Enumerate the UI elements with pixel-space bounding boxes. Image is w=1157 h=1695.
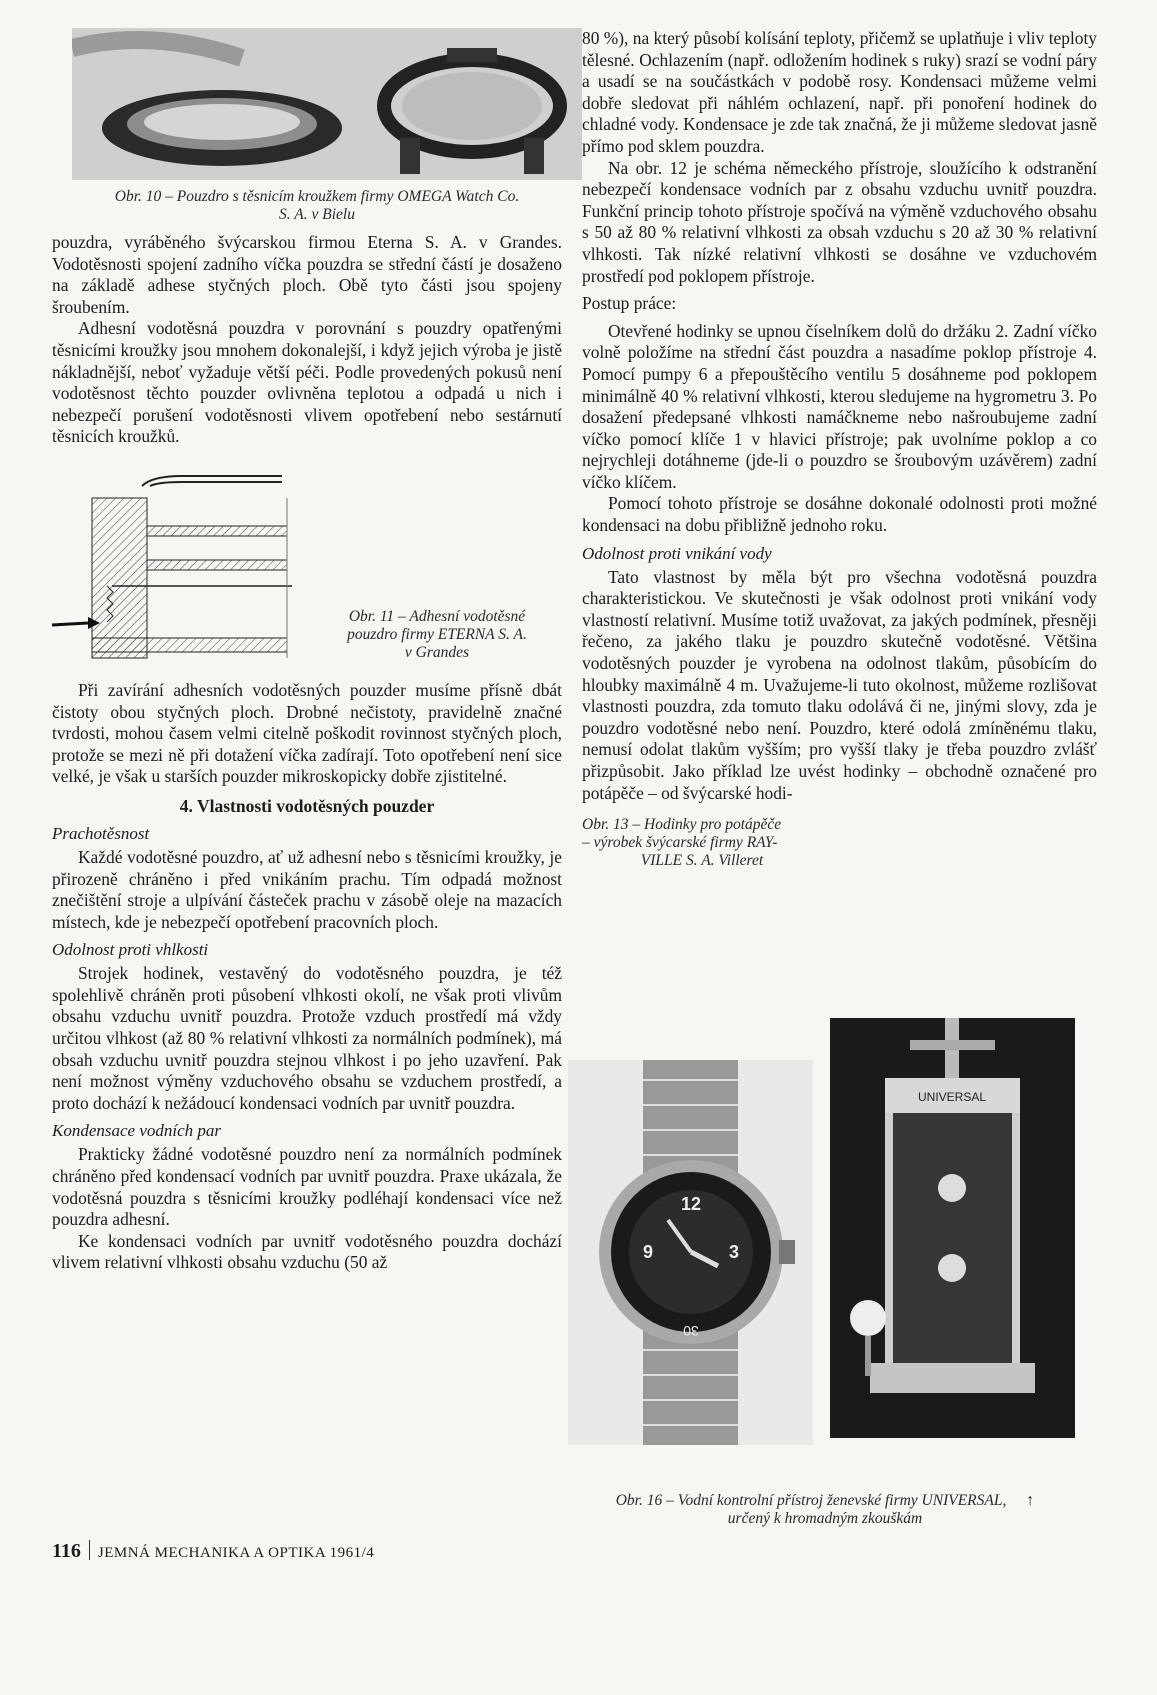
figure-13-watch-photo <box>568 1060 813 1445</box>
paragraph: Adhesní vodotěsná pouzdra v porovnání s pouzdry opatřenými těsnicími kroužky jsou mnohem dokonalejší, i když jejich výroba je jistě nákladnější, neboť vyžaduje větší péči. Podle provedených pokusů není vodotěsnost těchto pouzder ovlivněna teplotou a odpadá u nich i nebezpečí porušení vodotěsnosti vlivem opotřebení nebo sestárnutí těsnicích kroužků. <box>52 318 562 447</box>
paragraph: Prakticky žádné vodotěsné pouzdro není za normálních podmínek chráněno před kondensací vodních par uvnitř pouzdra. Praxe ukázala, že vodotěsná pouzdra s těsnicími kroužky podléhají kondensaci více než pouzdra adhesní. <box>52 1144 562 1230</box>
watch-case-gasket-image <box>72 28 582 180</box>
dial-number: 9 <box>642 1242 654 1262</box>
paragraph: Tato vlastnost by měla být pro všechna vodotěsná pouzdra charakteristickou. Ve skutečnosti je však odolnost proti vnikání vody vlastností relativní. Musíme totiž uvažovat, za jakých podmínek, přesněji řečeno, za jakého tlaku je pouzdro skutečně vodotěsné. Většina vodotěsných pouzder je vyrobena na odolnost tlakům, působícím do hloubky maximálně 4 m. Uvažujeme-li tuto okolnost, můžeme rozlišovat vlastnosti pouzdra, zda tomuto tlaku odolává či ne, jinými slovy, zda je pouzdro vodotěsné nebo není. Pouzdro, které odolá zmíněnému tlaku, nemusí odolat tlakům vyšším; pro vyšší tlaky je třeba pouzdro zvlášť přizpůsobit. Jako příklad lze uvést hodinky – obchodně označené pro potápěče – od švýcarské hodi- <box>582 566 1097 803</box>
figure-11-caption <box>317 608 557 662</box>
device-brand-label: UNIVERSAL <box>917 1090 987 1104</box>
paragraph: Pomocí tohoto přístroje se dosáhne dokonalé odolnosti proti možné kondensaci na dobu přibližně jednoho roku. <box>582 493 1097 536</box>
caption-line: – výrobek švýcarské firmy RAY- <box>582 834 778 852</box>
caption-line: VILLE S. A. Villeret <box>640 852 764 870</box>
caption-line: Obr. 10 – Pouzdro s těsnicím kroužkem firmy OMEGA Watch Co. <box>114 188 520 205</box>
figure-16-device-photo <box>830 1018 1075 1438</box>
section-title: 4. Vlastnosti vodotěsných pouzder <box>179 795 435 816</box>
paragraph: pouzdra, vyráběného švýcarskou firmou Eterna S. A. v Grandes. Vodotěsnosti spojení zadního víčka pouzdra se střední částí je dosaženo na základě adhese styčných ploch. Obě tyto části jsou spojeny šroubením. <box>52 232 562 317</box>
paragraph: Otevřené hodinky se upnou číselníkem dolů do držáku 2. Zadní víčko volně položíme na střední část pouzdra a nasadíme poklop přístroje 4. Pomocí pumpy 6 a přepouštěcího ventilu 5 dosáhneme pod poklopem minimálně 40 % relativní vlhkosti, kterou sledujeme na hygrometru 3. Po dosažení předepsané vlhkosti namáčkneme nebo našroubujeme zadní víčko pomocí klíče 1 v hlavici přístroje; pak uvolníme poklop a co nejrychleji dotáhneme (jde-li o pouzdro se šroubovým uzávěrem) zadní víčko klíčem. <box>582 320 1097 492</box>
procedure-heading: Postup práce: <box>582 293 677 314</box>
diver-watch-image <box>568 1060 813 1445</box>
figure-10-photo <box>72 28 582 180</box>
paragraph: Každé vodotěsné pouzdro, ať už adhesní nebo s těsnicími kroužky, je přirozeně chráněno i před vnikáním prachu. Tím odpadá možnost znečištění stroje a ulpívání částeček prachu v zásobě oleje na mazacích místech, kde je nebezpečí opotřebení pracovních ploch. <box>52 846 562 932</box>
left-column <box>52 28 562 1274</box>
journal-name: JEMNÁ MECHANIKA A OPTIKA 1961/4 <box>97 1545 375 1561</box>
paragraph: Ke kondensaci vodních par uvnitř vodotěsného pouzdra dochází vlivem relativní vlhkosti obsahu vzduchu (50 až <box>52 1230 562 1273</box>
paragraph: Na obr. 12 je schéma německého přístroje, sloužícího k odstranění nebezpečí kondensace vodních par z obsahu vzduchu uvnitř pouzdra. Funkční princip tohoto přístroje spočívá na výměně vzduchového obsahu s 50 až 80 % relativní vlhkosti za obsah vzduchu s 20 až 30 % relativní vlhkosti. Tak nízké relativní vlhkosti se dosáhne ve vzduchovém prostředí pod poklopem přístroje. <box>582 157 1097 286</box>
caption-line: v Grandes <box>404 643 470 661</box>
subheading: Odolnost proti vnikání vody <box>582 543 772 563</box>
caption-line: Obr. 13 – Hodinky pro potápěče <box>582 816 782 834</box>
caption-line: pouzdro firmy ETERNA S. A. <box>347 625 527 643</box>
caption-line: S. A. v Bielu <box>279 206 355 223</box>
subheading: Kondensace vodních par <box>52 1121 222 1141</box>
footer-divider <box>89 1540 90 1560</box>
caption-line: Obr. 11 – Adhesní vodotěsné <box>348 607 526 625</box>
dial-number: 12 <box>680 1194 702 1214</box>
figure-11-diagram-block <box>52 468 562 668</box>
caption-text: Obr. 16 – Vodní kontrolní přístroj ženevské firmy UNIVERSAL, <box>615 1492 1007 1509</box>
subheading: Odolnost proti vhlkosti <box>52 940 209 960</box>
page-number: 116 <box>52 1540 81 1562</box>
paragraph: 80 %), na který působí kolísání teploty, přičemž se uplatňuje i vliv teploty tělesné. Ochlazením (např. odložením hodinek s ruky) srazí se vodní páry a usadí se na součástkách v podobě rosy. Kondensaci můžeme velmi dobře sledovat při náhlém ochlazení, např. při ponoření hodinek do chladné vody. Kondensace je zde tak značná, že ji můžeme sledovat jasně přímo pod sklem pouzdra. <box>582 28 1097 156</box>
figure-16-caption <box>565 1492 1085 1528</box>
figure-13-caption <box>582 816 822 870</box>
figure-10-caption <box>72 188 562 224</box>
right-column <box>582 28 1097 870</box>
arrow-up-icon: ↑ <box>1026 1492 1035 1509</box>
caption-line <box>565 1492 1085 1510</box>
subheading: Prachotěsnost <box>52 823 150 843</box>
dial-number: 3 <box>728 1242 740 1262</box>
page-footer <box>52 1540 652 1563</box>
paragraph: Strojek hodinek, vestavěný do vodotěsného pouzdra, je též spolehlivě chráněn proti působení vlhkosti okolí, ne však proti vlivům obsahu vzduchu uvnitř pouzdra. Protože vzduch prostředí má vždy určitou vlhkost (až 80 % relativní vlhkosti za normálních podmínek), má obsah vzduchu uvnitř pouzdra stejnou vlhkost i po jeho uzavření. Pak není možnost výměny vzduchového obsahu se vzduchem prostředí, a proto dochází k nežádoucí kondensaci vodních par uvnitř pouzdra. <box>52 963 562 1113</box>
bezel-number: 30 <box>683 1323 699 1339</box>
gauge-icon <box>850 1300 886 1336</box>
caption-line: určený k hromadným zkouškám <box>727 1510 923 1527</box>
paragraph: Při zavírání adhesních vodotěsných pouzder musíme přísně dbát čistoty obou styčných ploch. Drobné nečistoty, pravidelně značné tvrdosti, mohou časem velmi citelně poškodit rovinnost styčných ploch, protože se mezi ně při dotažení víčka zadírají. Toto opotřebení není sice velké, je však u starších pouzder mikroskopicky dobře zjistitelné. <box>52 679 562 787</box>
crown <box>779 1240 795 1264</box>
water-testing-device-image <box>830 1018 1075 1438</box>
